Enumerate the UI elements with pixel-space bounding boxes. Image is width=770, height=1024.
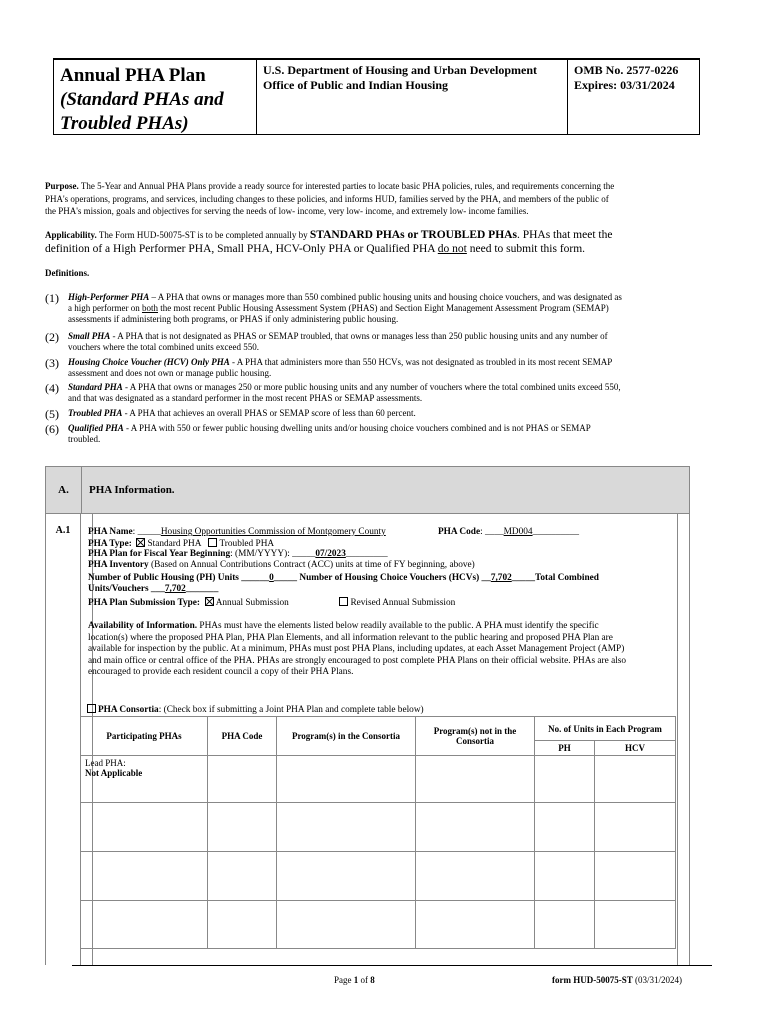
pha-name-field[interactable]: PHA Name: _____Housing Opportunities Commission of Montgomery County bbox=[88, 527, 386, 537]
availability-paragraph: Availability of Information. PHAs must have the elements listed below readily available to the public. A PHA must identify the specific location(s) where the proposed PHA Plan, PHA Plan Elements, and all information relevant to the public hearing and proposed PHA Plan are available for inspection by the public. At a minimum, PHAs must post PHA Plans, including updates, at each Asset Management Project (AMP) and main office or central office of the PHA. PHAs are strongly encouraged to post complete PHA Plans on their official website. PHAs are also encouraged to provide each resident council a copy of their PHA Plans. bbox=[88, 621, 627, 678]
section-title: PHA Information. bbox=[89, 484, 175, 496]
omb-block bbox=[568, 60, 699, 134]
table-cell[interactable] bbox=[208, 852, 277, 901]
submission-type-field: PHA Plan Submission Type: Annual Submission Revised Annual Submission bbox=[88, 598, 456, 608]
table-header-code: PHA Code bbox=[208, 717, 277, 756]
table-header-units: No. of Units in Each Program bbox=[535, 717, 676, 741]
table-header-ph: PH bbox=[535, 741, 595, 756]
section-a-header bbox=[45, 466, 690, 514]
form-title bbox=[54, 60, 257, 134]
page-number: Page 1 of 8 bbox=[334, 975, 375, 985]
table-cell[interactable] bbox=[208, 756, 277, 803]
table-cell[interactable] bbox=[595, 756, 676, 803]
section-a1 bbox=[45, 513, 690, 965]
table-cell[interactable] bbox=[208, 803, 277, 852]
table-cell[interactable] bbox=[208, 901, 277, 949]
table-row bbox=[81, 852, 676, 901]
form-header bbox=[53, 58, 700, 135]
standard-pha-checkbox[interactable] bbox=[136, 538, 145, 547]
table-cell[interactable] bbox=[416, 852, 535, 901]
title-line: Troubled PHAs) bbox=[60, 113, 189, 134]
table-cell[interactable]: Lead PHA: Not Applicable bbox=[81, 756, 208, 803]
units-line[interactable]: Number of Public Housing (PH) Units ______0_____ Number of Housing Choice Vouchers (HCVs) __7,702_____Total Combined bbox=[88, 573, 599, 583]
table-cell[interactable] bbox=[595, 803, 676, 852]
table-header-hcv: HCV bbox=[595, 741, 676, 756]
table-cell[interactable] bbox=[81, 852, 208, 901]
table-cell[interactable] bbox=[535, 803, 595, 852]
consortia-checkbox[interactable] bbox=[87, 704, 96, 713]
omb-number: OMB No. 2577-0226 bbox=[574, 63, 679, 77]
definition-item: (6) Qualified PHA - A PHA with 550 or fewer public housing dwelling units and/or housing choice vouchers combined and is not PHAS or SEMAP troubled. bbox=[45, 422, 591, 444]
definition-item: (5) Troubled PHA - A PHA that achieves an overall PHAS or SEMAP score of less than 60 percent. bbox=[45, 407, 416, 421]
definition-item: (4) Standard PHA - A PHA that owns or manages 250 or more public housing units and any number of vouchers where the total combined units exceed 550, and that was designated as a standard performer in the most recent PHAS or SEMAP assessments. bbox=[45, 381, 621, 403]
table-cell[interactable] bbox=[81, 803, 208, 852]
form-id: form HUD-50075-ST (03/31/2024) bbox=[552, 975, 682, 985]
definition-item: (2) Small PHA - A PHA that is not designated as PHAS or SEMAP troubled, that owns or manages less than 250 public housing units and any number of vouchers where the total combined units exceed 550. bbox=[45, 330, 608, 352]
pha-type-field: PHA Type: Standard PHA Troubled PHA bbox=[88, 539, 275, 549]
table-header-not-in-consortia: Program(s) not in the Consortia bbox=[416, 717, 535, 756]
department-block bbox=[257, 60, 568, 134]
table-row bbox=[81, 756, 676, 803]
table-cell[interactable] bbox=[535, 756, 595, 803]
table-cell[interactable] bbox=[277, 852, 416, 901]
section-label: A.1 bbox=[46, 514, 81, 966]
total-units-line[interactable]: Units/Vouchers ___7,702_______ bbox=[88, 584, 219, 594]
table-cell[interactable] bbox=[81, 901, 208, 949]
table-row bbox=[81, 901, 676, 949]
table-row bbox=[81, 803, 676, 852]
section-a1-content bbox=[85, 514, 678, 966]
purpose-paragraph: Purpose. The 5-Year and Annual PHA Plans provide a ready source for interested parties to locate basic PHA policies, rules, and requirements concerning the PHA's operations, programs, and services, including changes to these policies, and informs HUD, families served by the PHA, and members of the public of the PHA's mission, goals and objectives for serving the needs of low- income, very low- income, and extremely low- income families. bbox=[45, 181, 615, 216]
department-name: U.S. Department of Housing and Urban Development bbox=[263, 63, 538, 77]
table-cell[interactable] bbox=[595, 852, 676, 901]
pha-code-field[interactable]: PHA Code: ____MD004__________ bbox=[438, 527, 580, 537]
expiration-date: Expires: 03/31/2024 bbox=[574, 78, 675, 92]
section-label: A. bbox=[46, 467, 82, 513]
table-header-in-consortia: Program(s) in the Consortia bbox=[277, 717, 416, 756]
title-line: Annual PHA Plan bbox=[60, 65, 206, 86]
definition-item: (1) High-Performer PHA – A PHA that owns or manages more than 550 combined public housing units and housing choice vouchers, and was designated as a high performer on both the most recent Public Housing Assessment System (PHAS) and Section Eight Management Assessment Program (SEMAP) assessments if administering both programs, or PHAS if only administering public housing. bbox=[45, 291, 622, 324]
definitions-heading: Definitions. bbox=[45, 268, 90, 278]
fiscal-year-field[interactable]: PHA Plan for Fiscal Year Beginning: (MM/YYYY): _____07/2023_________ bbox=[88, 549, 388, 559]
footer-divider bbox=[72, 965, 712, 966]
table-cell[interactable] bbox=[277, 756, 416, 803]
troubled-pha-checkbox[interactable] bbox=[208, 538, 217, 547]
definition-item: (3) Housing Choice Voucher (HCV) Only PHA - A PHA that administers more than 550 HCVs, was not designated as troubled in its most recent SEMAP assessment and does not own or manage public housing. bbox=[45, 356, 613, 378]
office-name: Office of Public and Indian Housing bbox=[263, 78, 449, 92]
table-cell[interactable] bbox=[595, 901, 676, 949]
table-cell[interactable] bbox=[416, 803, 535, 852]
table-cell[interactable] bbox=[416, 901, 535, 949]
revised-submission-checkbox[interactable] bbox=[339, 597, 348, 606]
table-cell[interactable] bbox=[535, 852, 595, 901]
annual-submission-checkbox[interactable] bbox=[205, 597, 214, 606]
table-cell[interactable] bbox=[535, 901, 595, 949]
title-line: (Standard PHAs and bbox=[60, 89, 224, 110]
table-cell[interactable] bbox=[416, 756, 535, 803]
table-header-participating: Participating PHAs bbox=[81, 717, 208, 756]
consortia-line: PHA Consortia: (Check box if submitting a Joint PHA Plan and complete table below) bbox=[87, 704, 424, 716]
consortia-table bbox=[80, 716, 676, 949]
table-cell[interactable] bbox=[277, 901, 416, 949]
table-cell[interactable] bbox=[277, 803, 416, 852]
inventory-line: PHA Inventory (Based on Annual Contributions Contract (ACC) units at time of FY beginning, above) bbox=[88, 560, 475, 570]
applicability-paragraph: Applicability. The Form HUD-50075-ST is to be completed annually by STANDARD PHAs or TROUBLED PHAs. PHAs that meet the definition of a High Performer PHA, Small PHA, HCV-Only PHA or Qualified PHA do not need to submit this form. bbox=[45, 229, 613, 255]
